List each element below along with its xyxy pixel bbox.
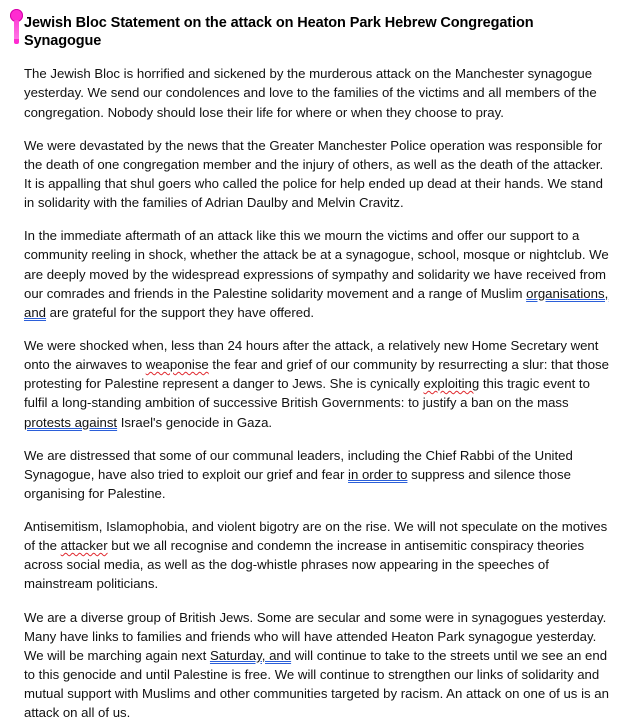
- paragraph-6: Antisemitism, Islamophobia, and violent bigotry are on the rise. We will not speculate on the motives of the attacker but we all recognise and condemn the increase in antisemitic conspiracy theories across social media, as well as the dog-whistle phrases now appearing in the speeches of mainstream politicians.: [24, 519, 608, 592]
- document-body[interactable]: [24, 64, 612, 722]
- grammar-suggestion-text[interactable]: Saturday, and: [209, 647, 292, 663]
- paragraph-7: We are a diverse group of British Jews. Some are secular and some were in synagogues yesterday. Many have links to families and friends who will have attended Heaton Park synagogue yesterday. We will be marching again next Saturday, and will continue to take to the streets until we see an end to this genocide and until Palestine is free. We will continue to strengthen our links of solidarity and mutual support with Muslims and other communities targeted by racism. An attack on one of us is an attack on all of us.: [24, 609, 609, 721]
- grammar-suggestion-text[interactable]: in order to: [348, 466, 408, 482]
- grammar-suggestion-text[interactable]: organisations, and: [24, 285, 609, 320]
- paragraph-3: In the immediate aftermath of an attack like this we mourn the victims and offer our support to a community reeling in shock, whether the attack be at a synagogue, school, mosque or nightclub. We are deeply moved by the widespread expressions of sympathy and solidarity we have received from our comrades and friends in the Palestine solidarity movement and a range of Muslim organisations, and are grateful for the support they have offered.: [24, 228, 609, 320]
- paragraph-2: We were devastated by the news that the Greater Manchester Police operation was responsible for the death of one congregation member and the injury of others, as well as the death of the attacker. It is appalling that shul goers who called the police for help ended up dead at their hands. We stand in solidarity with the families of Adrian Daulby and Melvin Cravitz.: [24, 137, 604, 211]
- text-cursor-handle[interactable]: [9, 9, 25, 43]
- cursor-handle-ball: [10, 9, 23, 22]
- paragraph-5: We are distressed that some of our communal leaders, including the Chief Rabbi of the United Synagogue, have also tried to exploit our grief and fear in order to suppress and silence those organising for Palestine.: [24, 447, 573, 501]
- grammar-suggestion-text[interactable]: protests against: [24, 414, 118, 430]
- cursor-handle-stem: [14, 20, 19, 41]
- paragraph-4: We were shocked when, less than 24 hours after the attack, a relatively new Home Secretary went onto the airwaves to weaponise the fear and grief of our community by resurrecting a slur: that those protesting for Palestine represent a danger to Jews. She is cynically exploiting this tragic event to fulfil a long-standing ambition of successive British Governments: to justify a ban on the mass protests against Israel's genocide in Gaza.: [24, 337, 609, 430]
- paragraph-1: The Jewish Bloc is horrified and sickened by the murderous attack on the Manchester synagogue yesterday. We send our condolences and love to the families of the victims and all members of the congregation. Nobody should lose their life for where or when they choose to pray.: [24, 66, 597, 120]
- spelling-error-text[interactable]: weaponise: [145, 357, 209, 373]
- spelling-error-text[interactable]: exploiting: [423, 376, 480, 392]
- document-title: Jewish Bloc Statement on the attack on Heaton Park Hebrew Congregation Synagogue: [24, 15, 534, 50]
- spelling-error-text[interactable]: attacker: [60, 538, 108, 554]
- cursor-handle-tip: [14, 39, 19, 44]
